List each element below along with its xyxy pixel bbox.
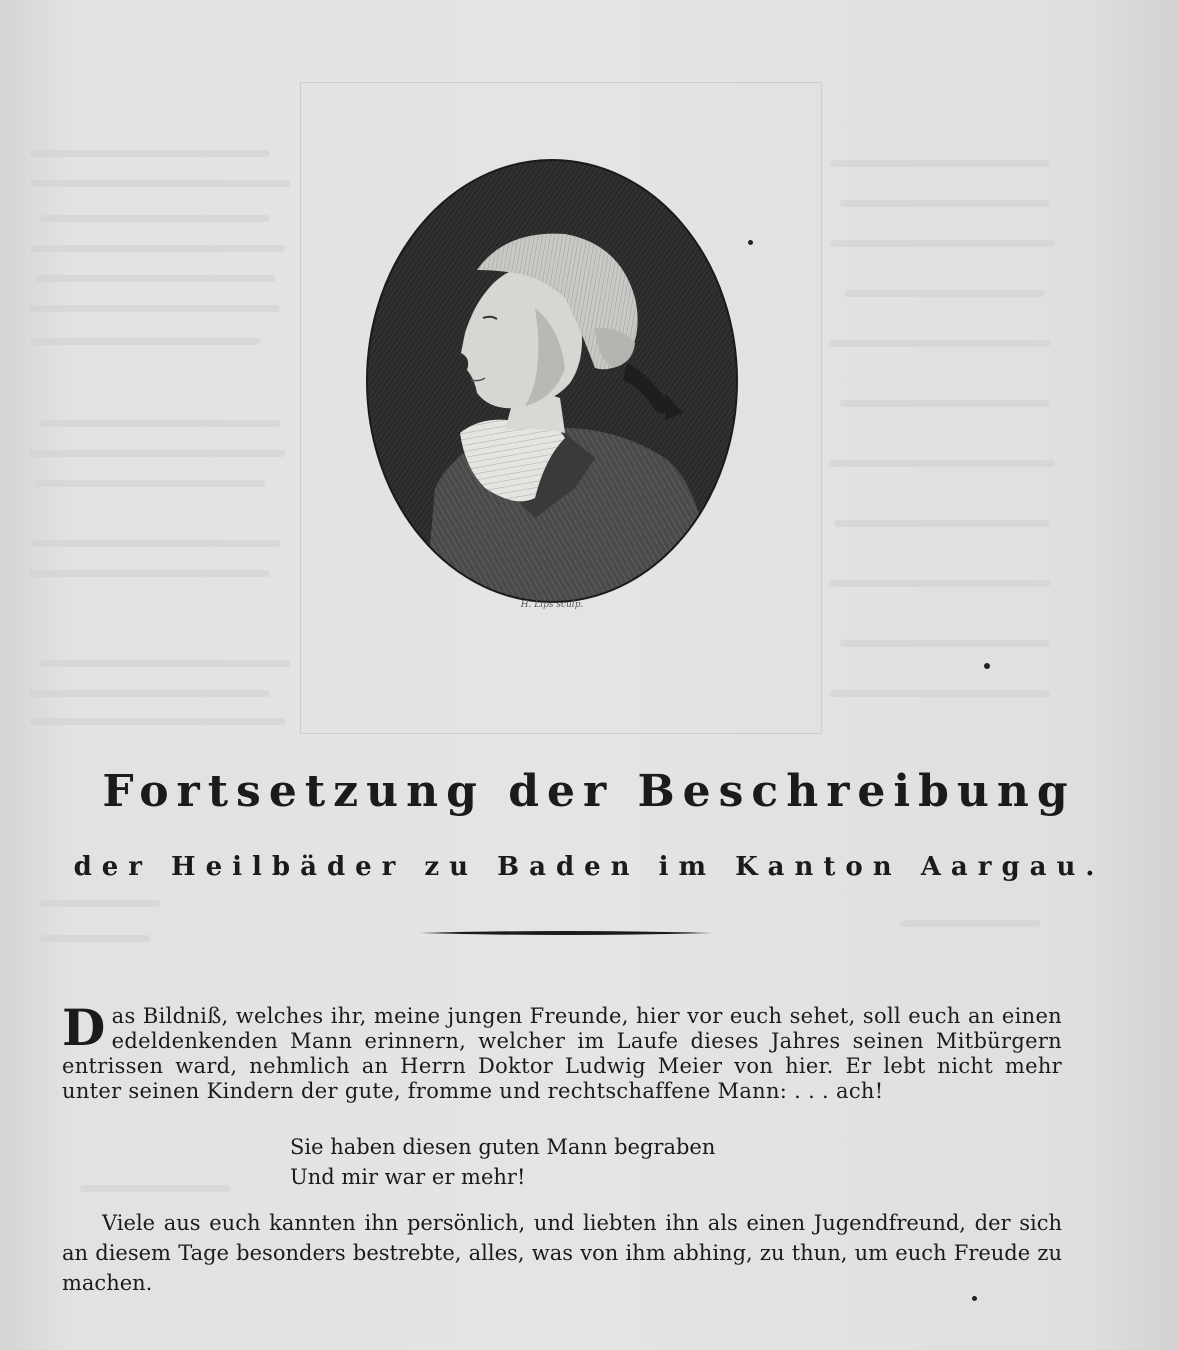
ornamental-rule — [420, 930, 712, 936]
paragraph-2: Viele aus euch kannten ihn persönlich, und liebten ihn als einen Jugendfreund, der sich an diesem Tage besonders bestrebte, alles, was von ihm abhing, zu thun, um euch Freude zu machen. — [62, 1211, 1062, 1295]
verse-line: Und mir war er mehr! — [290, 1165, 526, 1189]
chapter-title: Fortsetzung der Beschreibung — [102, 766, 1076, 817]
chapter-subtitle: der Heilbäder zu Baden im Kanton Aargau. — [73, 852, 1105, 882]
verse-line: Sie haben diesen guten Mann begraben — [290, 1135, 716, 1159]
paragraph-1-text: as Bildniß, welches ihr, meine jungen Freunde, hier vor euch sehet, soll euch an einen edeldenkenden Mann erinnern, welcher im Laufe dieses Jahres seinen Mitbürgern entrissen ward, nehmlich an Herrn Doktor Ludwig Meier von hier. Er lebt nicht mehr unter seinen Kindern der gute, fromme und rechtschaffene Mann: . . . ach! — [62, 1004, 1062, 1103]
portrait-engraving — [365, 158, 739, 605]
ink-speck — [984, 663, 990, 669]
ink-speck — [972, 1296, 977, 1301]
verse-quote — [290, 1132, 810, 1192]
drop-cap: D — [62, 998, 106, 1057]
engraver-signature: H. Lips sculp. — [520, 600, 584, 610]
paragraph-1 — [62, 998, 1062, 1104]
ink-speck — [748, 240, 753, 245]
